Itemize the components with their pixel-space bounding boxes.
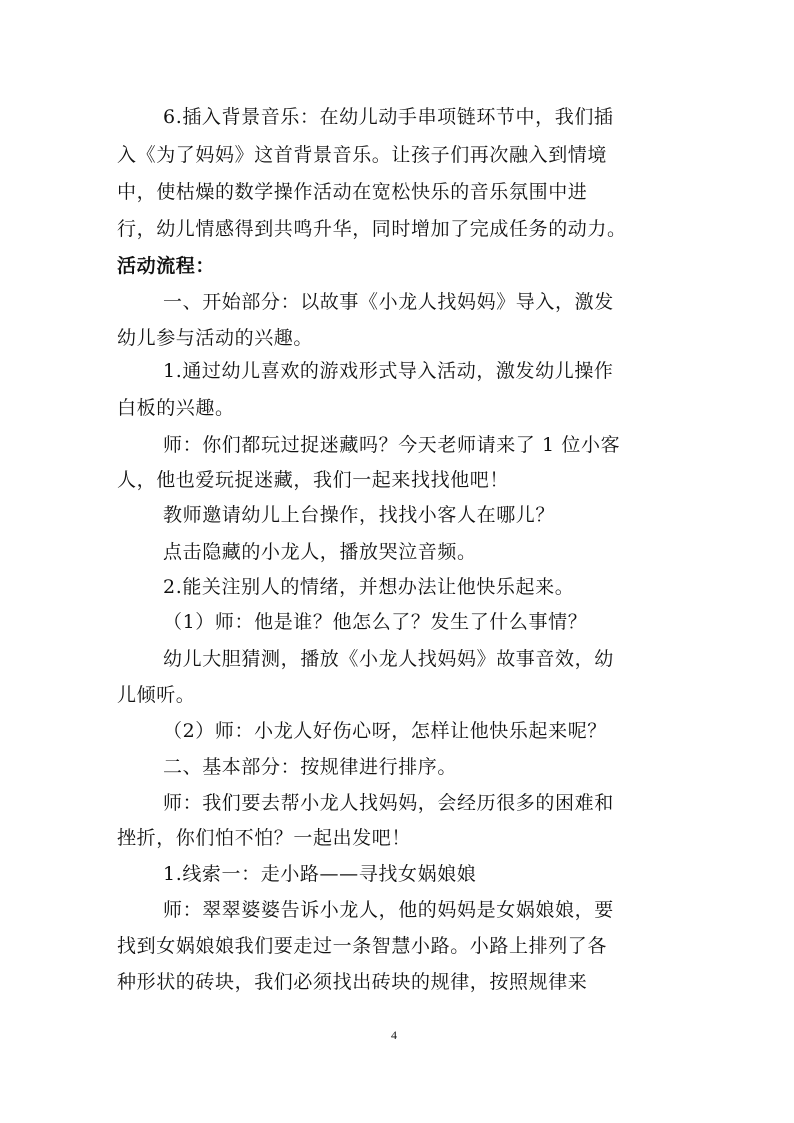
paragraph-line: 入《为了妈妈》这首背景音乐。让孩子们再次融入到情境 [117,144,608,166]
paragraph-line: 行，幼儿情感得到共鸣升华，同时增加了完成任务的动力。 [117,218,627,240]
paragraph-line: 人，他也爱玩捉迷藏，我们一起来找找他吧！ [117,469,510,491]
section-heading: 活动流程： [117,255,216,277]
paragraph-line: 白板的兴趣。 [117,397,235,419]
paragraph-line: 师：翠翠婆婆告诉小龙人，他的妈妈是女娲娘娘，要 [163,899,614,921]
paragraph-line: （1）师：他是谁？他怎么了？发生了什么事情？ [163,611,588,633]
paragraph-line: 二、基本部分：按规律进行排序。 [163,756,458,778]
paragraph-line: 2.能关注别人的情绪，并想办法让他快乐起来。 [163,576,575,598]
paragraph-line: 1.线索一：走小路——寻找女娲娘娘 [163,863,477,885]
paragraph-line: 师：我们要去帮小龙人找妈妈，会经历很多的困难和 [163,792,614,814]
paragraph-line: 师：你们都玩过捉迷藏吗？今天老师请来了 1 位小客 [163,434,621,456]
paragraph-line: 点击隐藏的小龙人，播放哭泣音频。 [163,541,477,563]
paragraph-line: 挫折，你们怕不怕？一起出发吧！ [117,827,412,849]
paragraph-line: 1.通过幼儿喜欢的游戏形式导入活动，激发幼儿操作 [163,360,614,382]
paragraph-line: 教师邀请幼儿上台操作，找找小客人在哪儿？ [163,504,556,526]
paragraph-line: 儿倾听。 [117,684,196,706]
paragraph-line: （2）师：小龙人好伤心呀，怎样让他快乐起来呢？ [163,720,607,742]
paragraph-line: 一、开始部分：以故事《小龙人找妈妈》导入，激发 [163,291,614,313]
paragraph-line: 幼儿参与活动的兴趣。 [117,327,314,349]
paragraph-line: 6.插入背景音乐：在幼儿动手串项链环节中，我们插 [163,106,614,128]
paragraph-line: 幼儿大胆猜测，播放《小龙人找妈妈》故事音效，幼 [163,648,614,670]
paragraph-line: 找到女娲娘娘我们要走过一条智慧小路。小路上排列了各 [117,935,608,957]
paragraph-line: 中，使枯燥的数学操作活动在宽松快乐的音乐氛围中进 [117,181,588,203]
paragraph-line: 种形状的砖块，我们必须找出砖块的规律，按照规律来 [117,971,588,993]
page-number: 4 [391,1028,397,1042]
